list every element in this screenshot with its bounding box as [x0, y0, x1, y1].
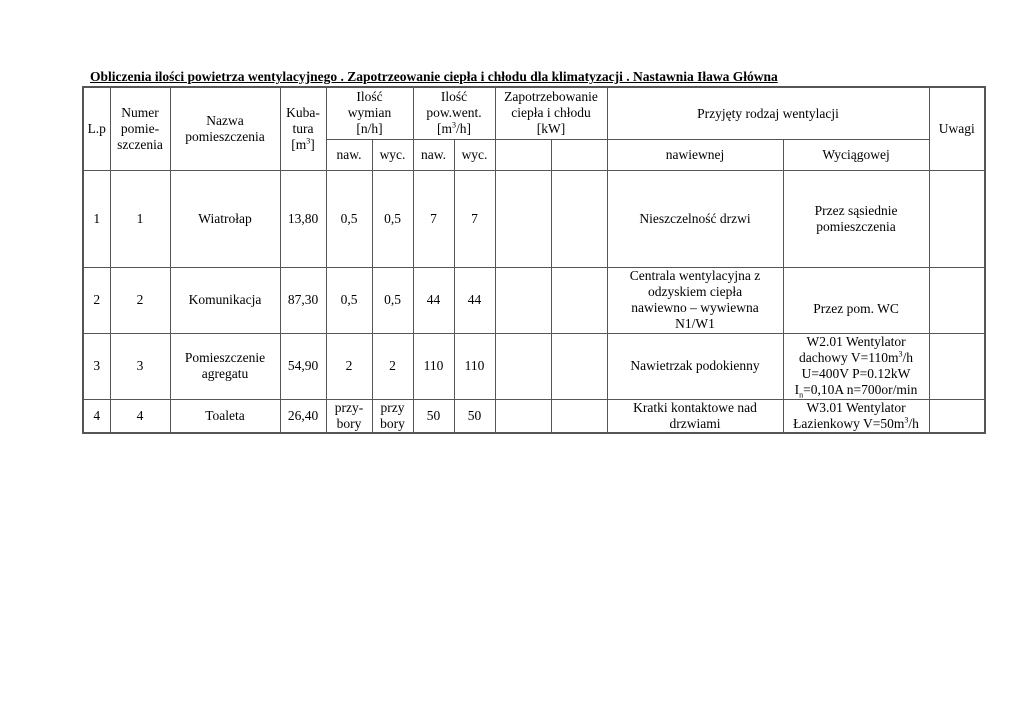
cell-line: przy-: [334, 399, 364, 415]
ventilation-table: [82, 86, 986, 434]
header-pow-line: Ilość: [440, 89, 468, 105]
header-wymian-line: Ilość: [356, 89, 383, 105]
header-numer-line: Numer: [121, 104, 159, 120]
cell-pow-naw: 44: [413, 267, 454, 333]
cell-numer: 3: [110, 333, 170, 399]
cell-uwagi: [929, 170, 985, 267]
cell-line: bory: [336, 415, 362, 431]
cell-nawiewna: Nawietrzak podokienny: [607, 333, 783, 399]
cell-wym-wyc: 0,5: [372, 267, 413, 333]
header-wymian-line: wymian: [347, 105, 392, 121]
header-row-1: [83, 87, 985, 139]
cell-nawiewna: [607, 267, 783, 333]
cell-line: Łazienkowy $V=50m^3/h$: [793, 415, 919, 431]
table-row: [83, 399, 985, 433]
header-kubatura: [280, 87, 326, 170]
cell-lp: 4: [83, 399, 110, 433]
cell-nazwa: Komunikacja: [170, 267, 280, 333]
table-row: [83, 170, 985, 267]
header-uwagi: Uwagi: [929, 87, 985, 170]
cell-pow-wyc: 50: [454, 399, 495, 433]
cell-nazwa: Wiatrołap: [170, 170, 280, 267]
cell-line: Pomieszczenie: [184, 350, 266, 365]
cell-line: U=400V P=0.12kW: [801, 366, 911, 381]
cell-numer: 2: [110, 267, 170, 333]
header-wyciagowej: Wyciągowej: [783, 139, 929, 170]
table-row: [83, 267, 985, 333]
cell-kubatura: 87,30: [280, 267, 326, 333]
header-pow-unit: $[m^3/h]$: [437, 120, 471, 137]
cell-line: odzyskiem ciepła: [647, 284, 743, 299]
header-zap-cell: [495, 139, 551, 170]
header-numer-line: szczenia: [117, 136, 163, 152]
cell-line: Centrala wentylacyjna z: [629, 268, 761, 283]
cell-uwagi: [929, 399, 985, 433]
header-wym-wyc: wyc.: [372, 139, 413, 170]
cell-line: agregatu: [201, 366, 249, 381]
header-nazwa-line: Nazwa: [206, 112, 244, 128]
cell-kubatura: 26,40: [280, 399, 326, 433]
cell-wyciagowa: [783, 333, 929, 399]
header-pow-wyc: wyc.: [454, 139, 495, 170]
header-zap-cell: [551, 139, 607, 170]
cell-nawiewna: Nieszczelność drzwi: [607, 170, 783, 267]
header-pow-line: pow.went.: [426, 105, 482, 121]
header-kubatura-line: tura: [292, 120, 314, 136]
cell-kubatura: 54,90: [280, 333, 326, 399]
header-zapotrzebowanie-line: [kW]: [536, 121, 566, 137]
cell-lp: 3: [83, 333, 110, 399]
header-zapotrzebowanie-line: Zapotrzebowanie: [504, 89, 598, 105]
cell-uwagi: [929, 267, 985, 333]
table-row: [83, 333, 985, 399]
cell-line: W3.01 Wentylator: [806, 399, 906, 415]
cell-kubatura: 13,80: [280, 170, 326, 267]
header-zapotrzebowanie: [495, 87, 607, 139]
header-ilosc-wymian: [326, 87, 413, 139]
cell-zap: [495, 333, 551, 399]
header-nazwa: [170, 87, 280, 170]
cell-lp: 2: [83, 267, 110, 333]
cell-pow-wyc: 110: [454, 333, 495, 399]
cell-wyciagowa: Przez pom. WC: [783, 267, 929, 333]
header-wym-naw: naw.: [326, 139, 372, 170]
cell-wym-naw: [326, 399, 372, 433]
cell-pow-wyc: 7: [454, 170, 495, 267]
cell-wym-naw: 0,5: [326, 170, 372, 267]
cell-pow-naw: 7: [413, 170, 454, 267]
cell-wym-naw: 0,5: [326, 267, 372, 333]
cell-nazwa: [170, 333, 280, 399]
header-kubatura-line: Kuba-: [286, 104, 320, 120]
cell-zap: [551, 399, 607, 433]
header-nazwa-line: pomieszczenia: [185, 128, 265, 144]
cell-zap: [495, 399, 551, 433]
header-lp: L.p: [83, 87, 110, 170]
cell-wyciagowa: [783, 399, 929, 433]
cell-pow-wyc: 44: [454, 267, 495, 333]
cell-pow-naw: 50: [413, 399, 454, 433]
cell-wym-wyc: 2: [372, 333, 413, 399]
cell-numer: 1: [110, 170, 170, 267]
cell-zap: [551, 267, 607, 333]
cell-wym-wyc: 0,5: [372, 170, 413, 267]
header-zapotrzebowanie-line: ciepła i chłodu: [511, 105, 591, 121]
cell-line: pomieszczenia: [816, 218, 896, 234]
cell-line: przy: [380, 399, 405, 415]
cell-zap: [495, 267, 551, 333]
header-kubatura-unit: $[m^3]$: [291, 136, 315, 152]
cell-numer: 4: [110, 399, 170, 433]
cell-line: Kratki kontaktowe nad: [633, 399, 757, 415]
header-wymian-line: [n/h]: [356, 121, 383, 137]
cell-line: Przez sąsiednie: [814, 202, 898, 218]
cell-wyciagowa: [783, 170, 929, 267]
header-numer-line: pomie-: [120, 120, 160, 136]
cell-uwagi: [929, 333, 985, 399]
cell-zap: [551, 333, 607, 399]
header-nawiewnej: nawiewnej: [607, 139, 783, 170]
header-przyjety: Przyjęty rodzaj wentylacji: [607, 87, 929, 139]
cell-line: drzwiami: [669, 415, 721, 431]
cell-lp: 1: [83, 170, 110, 267]
cell-line: W2.01 Wentylator: [806, 334, 906, 349]
cell-line: dachowy $V=110m^3/h$: [799, 349, 914, 365]
header-pow-naw: naw.: [413, 139, 454, 170]
header-numer: [110, 87, 170, 170]
cell-nawiewna: [607, 399, 783, 433]
cell-wym-naw: 2: [326, 333, 372, 399]
document-title: Obliczenia ilości powietrza wentylacyjnego . Zapotrzeowanie ciepła i chłodu dla klimatyzacji . Nastawnia Iława Główna: [90, 69, 778, 84]
cell-nazwa: Toaleta: [170, 399, 280, 433]
cell-wym-wyc: [372, 399, 413, 433]
cell-line: nawiewno – wywiewna: [631, 300, 759, 315]
cell-line: N1/W1: [675, 316, 715, 331]
cell-line: bory: [380, 415, 405, 431]
cell-line: $I_n=0,10A$ n=700or/min: [794, 382, 918, 399]
cell-zap: [495, 170, 551, 267]
cell-zap: [551, 170, 607, 267]
header-ilosc-pow: [413, 87, 495, 139]
cell-pow-naw: 110: [413, 333, 454, 399]
